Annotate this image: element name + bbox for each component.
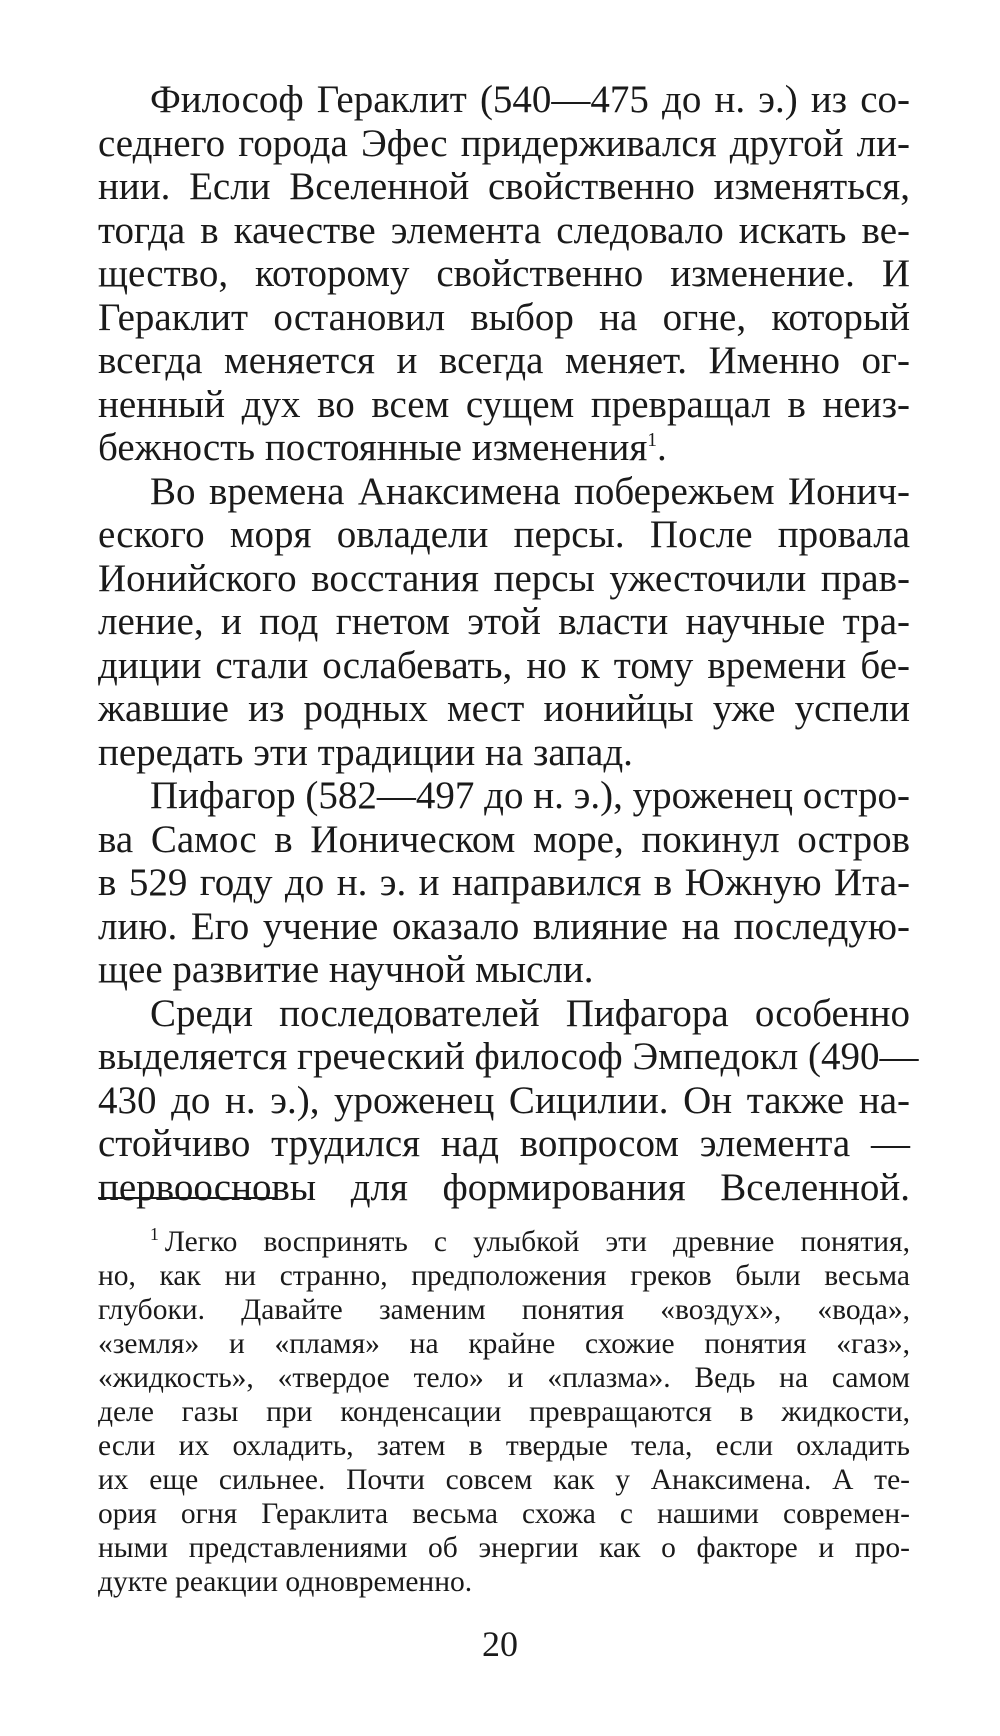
text-line: Среди последователей Пифагора особенно [150, 991, 910, 1035]
text-line: Философ Гераклит (540—475 до н. э.) из со- [150, 78, 910, 121]
footnote-line [98, 1225, 910, 1259]
text-line: первоосновы для формирования Вселенной. [98, 1165, 910, 1209]
text-line: ва Самос в Ионическом море, покинул остров [98, 817, 910, 861]
footnote-line: ными представлениями об энергии как о факторе и про- [98, 1532, 910, 1564]
main-text [98, 78, 919, 1209]
text-line: 430 до н. э.), уроженец Сицилии. Он также на- [98, 1078, 910, 1122]
paragraph-pythagoras [98, 774, 910, 992]
footnote-line: «жидкость», «твердое тело» и «плазма». Ведь на самом [98, 1362, 910, 1394]
footnote-reference[interactable]: 1 [647, 430, 658, 451]
text-line: Во времена Анаксимена побережьем Ионич- [150, 469, 910, 513]
text-line: Пифагор (582—497 до н. э.), уроженец остро- [150, 774, 910, 817]
text-line: ление, и под гнетом этой власти научные тра- [98, 600, 910, 643]
paragraph-empedocles [98, 991, 919, 1210]
text-line: щее развитие научной мысли. [98, 948, 594, 991]
text-line: Гераклит остановил выбор на огне, который [98, 295, 910, 339]
text-line: тогда в качестве элемента следовало искать ве- [98, 208, 910, 252]
footnote-line: их еще сильнее. Почти совсем как у Анаксимена. А те- [98, 1464, 910, 1496]
text-line: всегда меняется и всегда меняет. Именно ог- [98, 339, 910, 382]
text-line: выделяется греческий философ Эмпедокл (490— [98, 1035, 919, 1078]
page-body [98, 78, 919, 1209]
footnote-line: «земля» и «пламя» на крайне схожие понятия «газ», [98, 1328, 910, 1360]
page-number: 20 [482, 1624, 518, 1664]
footnote-line: ория огня Гераклита весьма схожа с нашими современ- [98, 1498, 910, 1530]
text-line: ненный дух во всем сущем превращал в неиз- [98, 382, 910, 426]
footnote-separator [98, 1197, 278, 1199]
text-line: диции стали ослабевать, но к тому времени бе- [98, 643, 910, 687]
text-line: передать эти традиции на запад. [98, 730, 633, 774]
footnote-line-content: Легко воспринять с улыбкой эти древние понятия, [164, 1226, 910, 1258]
text-line: жавшие из родных мест ионийцы уже успели [98, 687, 910, 730]
footnote-line: дукте реакции одновременно. [98, 1566, 473, 1598]
text-line-content: бежность постоянные изменения [98, 426, 648, 469]
footnote-line: деле газы при конденсации превращаются в жидкости, [98, 1396, 910, 1428]
footnote-mark: 1 [150, 1224, 159, 1245]
text-line: Ионийского восстания персы ужесточили прав- [98, 556, 910, 600]
footnote-line: глубоки. Давайте заменим понятия «воздух», «вода», [98, 1294, 910, 1326]
text-line: седнего города Эфес придерживался другой ли- [98, 121, 910, 165]
text-line: бежность постоянные изменения$^1$. [98, 426, 667, 469]
text-line: нии. Если Вселенной свойственно изменяться, [98, 165, 910, 208]
text-line: в 529 году до н. э. и направился в Южную Ита- [98, 861, 910, 904]
footnote-line: если их охладить, затем в твердые тела, если охладить [98, 1430, 910, 1462]
text-line: лию. Его учение оказало влияние на последую- [98, 904, 910, 948]
paragraph-anaximenes [98, 470, 910, 775]
footnote-line: но, как ни странно, предположения греков были весьма [98, 1260, 910, 1292]
text-line: стойчиво трудился над вопросом элемента — [98, 1122, 910, 1165]
footnote [98, 1225, 910, 1599]
paragraph-heraclitus [98, 78, 910, 470]
text-line: еского моря овладели персы. После провала [98, 513, 910, 556]
text-line: щество, которому свойственно изменение. И [98, 252, 910, 295]
